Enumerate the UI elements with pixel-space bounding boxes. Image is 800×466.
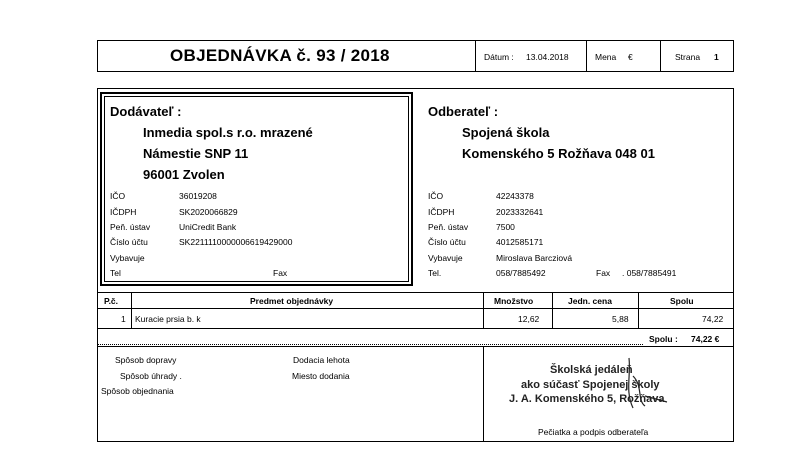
datum-label: Dátum : <box>484 52 514 62</box>
dodavatel-icdph-value: SK2020066829 <box>179 207 238 217</box>
datum-value: 13.04.2018 <box>526 52 569 62</box>
podpis-label: Pečiatka a podpis odberateľa <box>538 427 649 437</box>
dodavatel-bank-label: Peň. ústav <box>110 222 151 232</box>
odberatel-fax-value: . 058/7885491 <box>622 268 677 278</box>
odberatel-tel-label: Tel. <box>428 268 442 278</box>
odberatel-bank-label: Peň. ústav <box>428 222 469 232</box>
table-row-bottom <box>97 328 734 329</box>
row1-cena: 5,88 <box>612 314 629 324</box>
sposob-objednania: Spôsob objednania <box>101 386 174 396</box>
odberatel-tel-value: 058/7885492 <box>496 268 546 278</box>
sposob-dopravy: Spôsob dopravy <box>115 355 177 365</box>
document-title: OBJEDNÁVKA č. 93 / 2018 <box>170 46 390 65</box>
dodavatel-tel-label: Tel <box>110 268 121 278</box>
stamp-line-2: ako súčasť Spojenej školy <box>521 379 660 391</box>
odberatel-heading: Odberateľ : <box>428 104 499 119</box>
dodavatel-name: Inmedia spol.s r.o. mrazené <box>143 125 313 140</box>
col-div-pc <box>131 292 132 328</box>
dodavatel-fax-label: Fax <box>273 268 288 278</box>
dodavatel-bank-value: UniCredit Bank <box>179 222 237 232</box>
dodacia-lehota: Dodacia lehota <box>293 355 350 365</box>
th-mnozstvo: Množstvo <box>494 296 534 306</box>
header-divider-3 <box>660 41 661 71</box>
total-bottom-line <box>97 346 734 347</box>
mena-label: Mena <box>595 52 617 62</box>
strana-value: 1 <box>714 52 719 62</box>
odberatel-icdph-value: 2023332641 <box>496 207 544 217</box>
dodavatel-vybavuje-label: Vybavuje <box>110 253 145 263</box>
odberatel-vybavuje-label: Vybavuje <box>428 253 463 263</box>
row1-spolu: 74,22 <box>702 314 724 324</box>
dodavatel-account-label: Číslo účtu <box>110 237 148 247</box>
col-div-mnozstvo <box>552 292 553 328</box>
dodavatel-heading: Dodávateľ : <box>110 104 182 119</box>
dodavatel-city: 96001 Zvolen <box>143 167 225 182</box>
dodavatel-street: Námestie SNP 11 <box>143 146 249 161</box>
th-predmet: Predmet objednávky <box>250 296 334 306</box>
th-pc: P.č. <box>104 296 119 306</box>
footer-divider <box>483 346 484 441</box>
col-div-predmet <box>483 292 484 328</box>
dodavatel-ico-value: 36019208 <box>179 191 217 201</box>
stamp-line-3: J. A. Komenského 5, Rožňava <box>509 393 665 405</box>
sposob-uhrady: Spôsob úhrady . <box>120 371 182 381</box>
signature-mark <box>615 356 675 416</box>
total-dotted-line <box>98 344 643 345</box>
dodavatel-ico-label: IČO <box>110 191 126 201</box>
odberatel-ico-label: IČO <box>428 191 444 201</box>
odberatel-bank-value: 7500 <box>496 222 515 232</box>
row1-mnozstvo: 12,62 <box>518 314 540 324</box>
odberatel-vybavuje-value: Miroslava Barcziová <box>496 253 573 263</box>
dodavatel-icdph-label: IČDPH <box>110 207 137 217</box>
dodavatel-account-value: SK2211110000006619429000 <box>179 237 293 247</box>
col-div-cena <box>638 292 639 328</box>
odberatel-address: Komenského 5 Rožňava 048 01 <box>462 146 655 161</box>
row1-predmet: Kuracie prsia b. k <box>135 314 201 324</box>
dodavatel-inner-box <box>104 96 409 282</box>
header-divider-2 <box>586 41 587 71</box>
mena-value: € <box>628 52 633 62</box>
total-value: 74,22 € <box>691 334 720 344</box>
stamp-line-1: Školská jedáleň <box>550 364 633 376</box>
header-divider-1 <box>475 41 476 71</box>
odberatel-account-label: Číslo účtu <box>428 237 466 247</box>
row1-pc: 1 <box>121 314 126 324</box>
odberatel-fax-label: Fax <box>596 268 611 278</box>
th-cena: Jedn. cena <box>568 296 612 306</box>
miesto-dodania: Miesto dodania <box>292 371 350 381</box>
odberatel-ico-value: 42243378 <box>496 191 534 201</box>
total-label: Spolu : <box>649 334 678 344</box>
odberatel-name: Spojená škola <box>462 125 550 140</box>
odberatel-account-value: 4012585171 <box>496 237 544 247</box>
strana-label: Strana <box>675 52 701 62</box>
th-spolu: Spolu <box>670 296 694 306</box>
odberatel-icdph-label: IČDPH <box>428 207 455 217</box>
